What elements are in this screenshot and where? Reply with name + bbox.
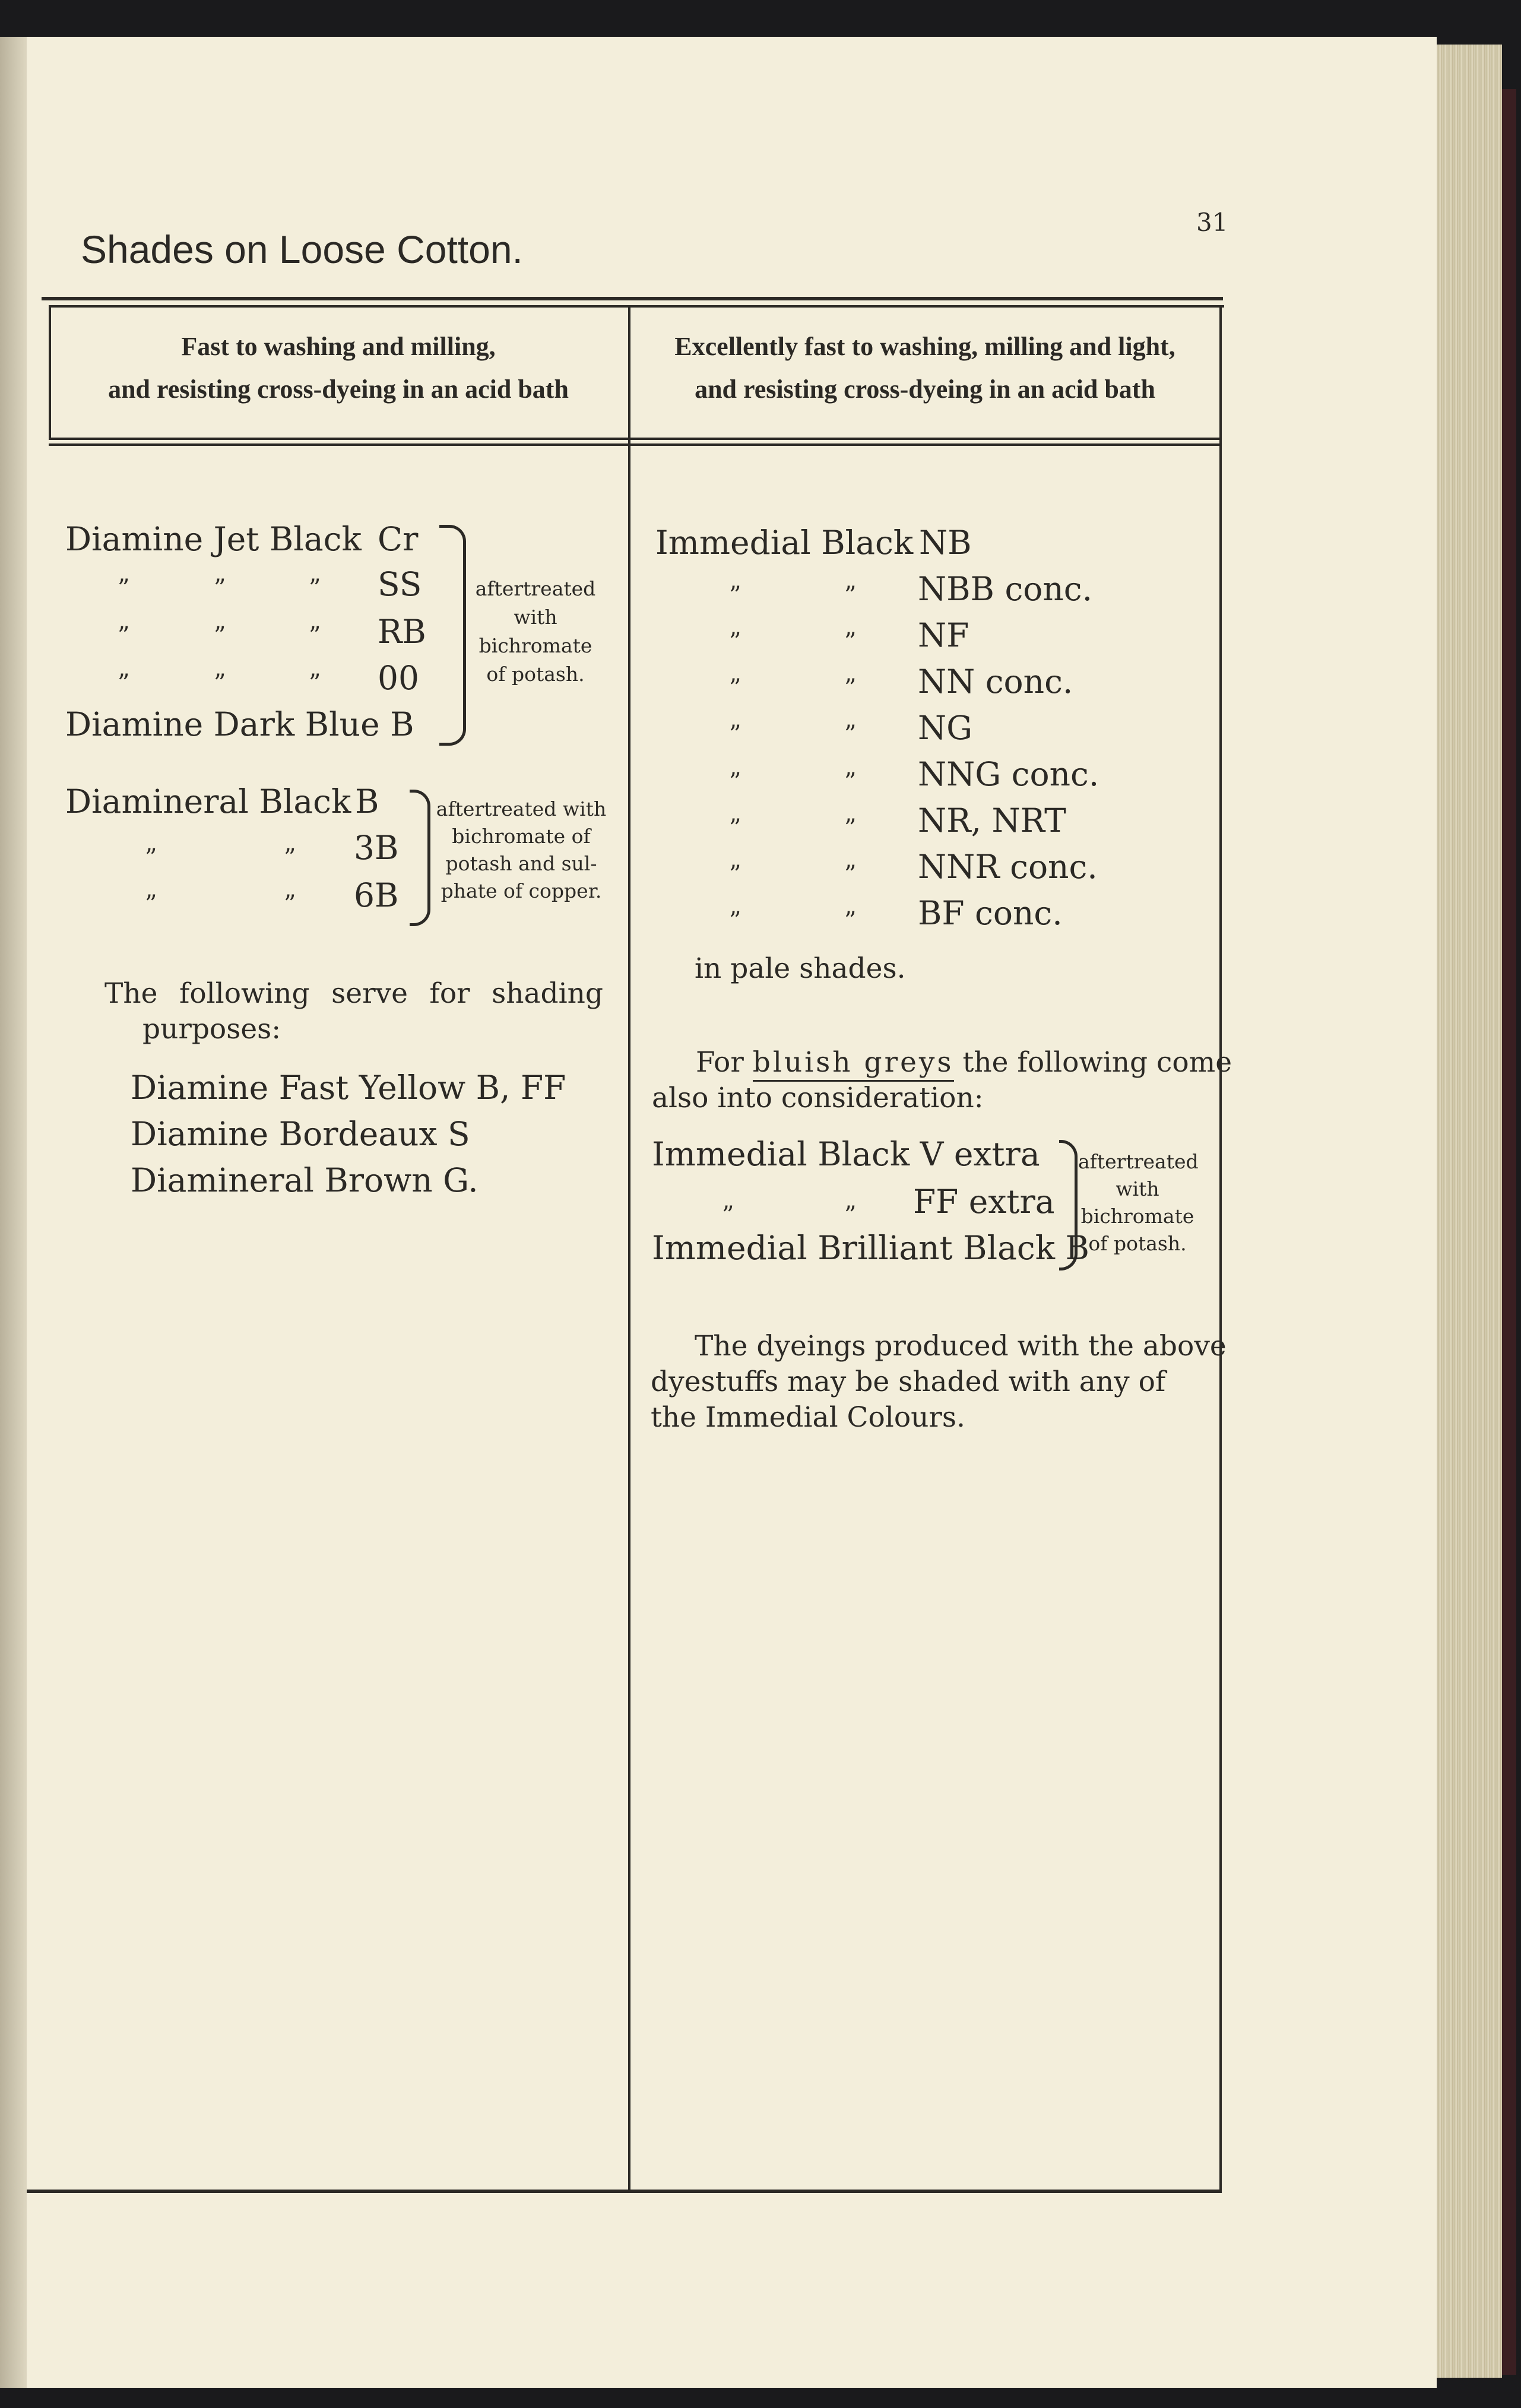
note-line: bichromate: [479, 634, 592, 657]
ditto-mark: ”: [729, 768, 742, 796]
ditto-mark: ”: [729, 861, 742, 888]
ditto-mark: ”: [309, 575, 321, 602]
shading-item: Diamine Bordeaux S: [131, 1115, 470, 1153]
note-line: aftertreated with: [436, 797, 607, 820]
left-header-line-2: and resisting cross-dyeing in an acid bath: [108, 375, 569, 404]
page-title: Shades on Loose Cotton.: [81, 227, 523, 271]
dye-suffix: FF extra: [913, 1183, 1055, 1221]
ditto-mark: ”: [844, 768, 857, 796]
ditto-mark: ”: [145, 844, 157, 872]
dye-name: Diamineral Black: [65, 782, 351, 820]
ditto-mark: ”: [145, 891, 157, 918]
ditto-mark: ”: [729, 582, 742, 609]
dye-suffix: NBB conc.: [918, 570, 1093, 608]
shading-intro-line-1: The following serve for shading: [104, 977, 603, 1010]
right-header-line-1: Excellently fast to washing, milling and light,: [674, 332, 1175, 361]
note-line: aftertreated: [1078, 1150, 1199, 1173]
ditto-mark: ”: [729, 628, 742, 655]
shading-item: Diamine Fast Yellow B, FF: [131, 1069, 566, 1107]
shading-item: Diamineral Brown G.: [131, 1161, 479, 1199]
dye-name: Immedial Black V extra: [652, 1135, 1040, 1173]
greys-intro-before: For: [696, 1046, 744, 1079]
note-line: potash and sul-: [445, 852, 597, 875]
ditto-mark: ”: [729, 674, 742, 702]
ditto-mark: ”: [844, 628, 857, 655]
ditto-mark: ”: [844, 721, 857, 748]
dye-suffix: NNG conc.: [918, 755, 1099, 793]
dye-suffix: NB: [919, 524, 972, 562]
greys-intro-line-2: also into consideration:: [652, 1082, 984, 1114]
ditto-mark: ”: [118, 575, 130, 602]
ditto-mark: ”: [309, 622, 321, 649]
greys-intro-emphasis: bluish greys: [753, 1046, 954, 1082]
dye-suffix: SS: [378, 565, 422, 603]
ditto-mark: ”: [284, 891, 296, 918]
ditto-mark: ”: [729, 721, 742, 748]
shading-intro-line-2: purposes:: [142, 1013, 281, 1045]
note-line: bichromate: [1080, 1205, 1194, 1228]
table-bottom-rule: [27, 2190, 1221, 2193]
dye-suffix: NN conc.: [918, 663, 1073, 701]
pale-shades-note: in pale shades.: [695, 952, 906, 985]
left-header-line-1: Fast to washing and milling,: [181, 332, 496, 361]
note-line: bichromate of: [452, 825, 591, 848]
closing-line-1: The dyeings produced with the above: [695, 1330, 1227, 1363]
dye-suffix: NR, NRT: [918, 801, 1066, 839]
table-right-border: [1219, 305, 1222, 2193]
brace-icon: [439, 525, 466, 746]
dye-name: Immedial Black: [655, 524, 914, 562]
closing-line-2: dyestuffs may be shaded with any of: [651, 1365, 1166, 1398]
book-cover-edge: [1502, 89, 1516, 2375]
dye-suffix: 00: [378, 659, 419, 697]
right-header-line-2: and resisting cross-dyeing in an acid bath: [695, 375, 1155, 404]
right-column-header: [633, 325, 1217, 411]
greys-intro-after: the following come: [962, 1046, 1232, 1079]
note-line: of potash.: [1088, 1232, 1187, 1255]
ditto-mark: ”: [214, 575, 226, 602]
treatment-note: [432, 796, 610, 905]
ditto-mark: ”: [309, 670, 321, 697]
table-left-border: [49, 305, 51, 439]
page-edges: [1437, 45, 1502, 2378]
header-rule-2: [49, 443, 1221, 446]
ditto-mark: ”: [214, 670, 226, 697]
table-top-rule: [42, 297, 1223, 300]
dye-suffix: BF conc.: [918, 894, 1063, 932]
left-column-header: [53, 325, 623, 411]
note-line: with: [1116, 1177, 1159, 1200]
dye-suffix: B: [355, 782, 379, 820]
note-line: of potash.: [486, 663, 585, 686]
ditto-mark: ”: [844, 815, 857, 842]
note-line: with: [514, 606, 557, 629]
page-number: 31: [1196, 208, 1228, 237]
ditto-mark: ”: [118, 670, 130, 697]
table-top-rule-inner: [49, 305, 1224, 308]
dye-name: Diamine Dark Blue B: [65, 705, 414, 743]
dye-suffix: RB: [378, 613, 426, 651]
closing-line-3: the Immedial Colours.: [651, 1401, 965, 1434]
dye-suffix: NG: [918, 709, 973, 747]
note-line: aftertreated: [475, 577, 596, 600]
ditto-mark: ”: [844, 582, 857, 609]
ditto-mark: ”: [214, 622, 226, 649]
ditto-mark: ”: [844, 1202, 857, 1229]
ditto-mark: ”: [844, 674, 857, 702]
ditto-mark: ”: [722, 1202, 734, 1229]
greys-intro-line-1: [696, 1046, 1232, 1079]
dye-name: Diamine Jet Black: [65, 520, 362, 558]
brace-icon: [410, 790, 430, 926]
ditto-mark: ”: [844, 861, 857, 888]
brace-icon: [1059, 1140, 1078, 1270]
dye-name: Immedial Brilliant Black B: [652, 1229, 1089, 1267]
ditto-mark: ”: [729, 907, 742, 934]
ditto-mark: ”: [729, 815, 742, 842]
dye-suffix: Cr: [378, 520, 419, 558]
dye-suffix: 6B: [354, 876, 399, 914]
ditto-mark: ”: [118, 622, 130, 649]
dye-suffix: NF: [918, 616, 969, 654]
dye-suffix: 3B: [354, 829, 399, 867]
treatment-note: [1078, 1148, 1197, 1257]
note-line: phate of copper.: [441, 879, 602, 902]
ditto-mark: ”: [284, 844, 296, 872]
dye-suffix: NNR conc.: [918, 848, 1098, 886]
treatment-note: [470, 575, 601, 689]
column-divider: [628, 305, 630, 2193]
header-rule-1: [49, 438, 1221, 440]
ditto-mark: ”: [844, 907, 857, 934]
